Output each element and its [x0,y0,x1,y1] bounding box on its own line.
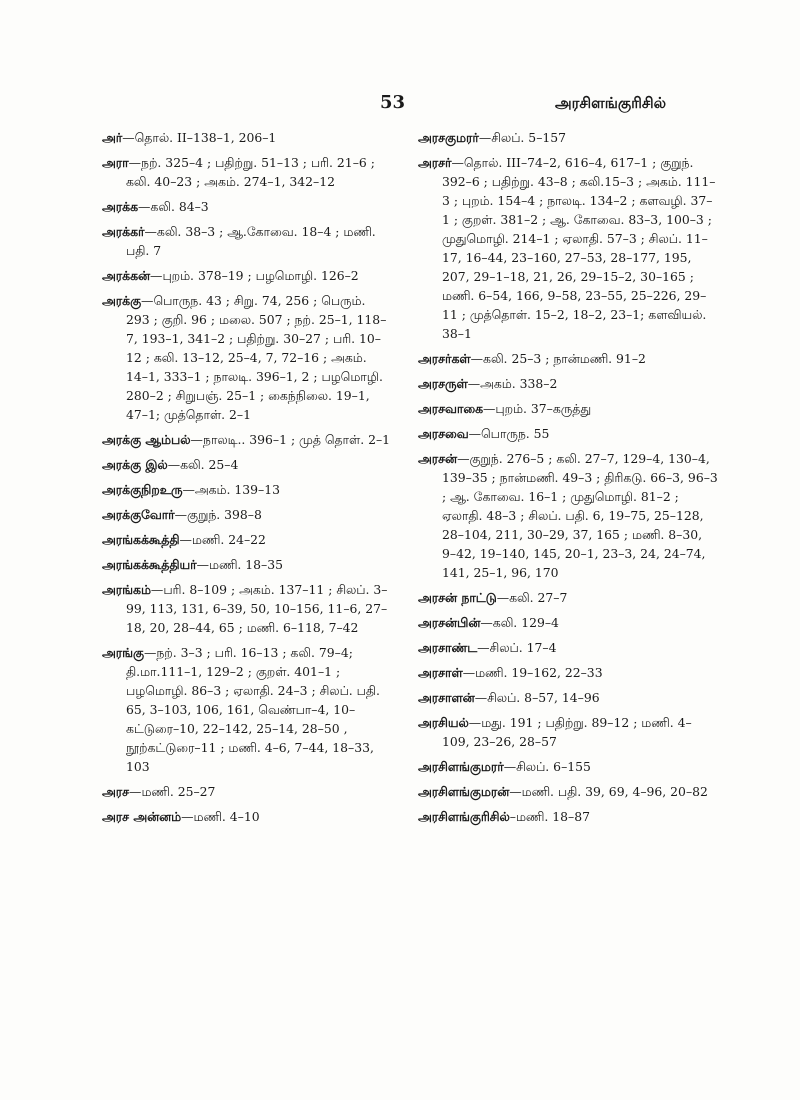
entry-references: —கலி. 27–7 [496,590,568,605]
entry-references: —நாலடி.. 396–1 ; முத் தொள். 2–1 [190,432,391,447]
right-column [418,128,718,832]
index-entry [102,266,392,285]
entry-headword: அரசிளங்குமரர் [418,759,504,774]
index-entry [418,449,718,582]
entry-references: —புறம். 37–கருத்து [483,401,592,416]
index-entry [418,713,718,751]
index-entry [418,349,718,368]
index-entry [102,455,392,474]
entry-references: —மது. 191 ; பதிற்று. 89–12 ; மணி. 4–109, 23–26, 28–57 [442,715,692,749]
entry-references: —மணி. 19–162, 22–33 [462,665,603,680]
entry-headword: அரசாள் [418,665,463,680]
entry-references: —நற். 325–4 ; பதிற்று. 51–13 ; பரி. 21–6 ; கலி. 40–23 ; அகம். 274–1, 342–12 [126,155,375,189]
index-entry [418,128,718,147]
entry-headword: அரச [102,784,130,799]
entry-headword: அரங்கம் [102,582,151,597]
entry-references: —மணி. 24–22 [179,532,266,547]
entry-references: —பொருந. 55 [468,426,550,441]
entry-headword: அரசன் நாட்டு [418,590,497,605]
entry-headword: அரக்கு ஆம்பல் [102,432,191,447]
entry-headword: அரக்கு இல் [102,457,168,472]
index-entry [418,638,718,657]
entry-references: —சிலப். 6–155 [503,759,591,774]
entry-references: —மணி. 18–35 [196,557,284,572]
index-entry [102,197,392,216]
entry-references: —புறம். 378–19 ; பழமொழி. 126–2 [150,268,359,283]
page-header [0,92,800,116]
entry-headword: அரசர் [418,155,452,170]
index-entry [102,430,392,449]
index-entry [418,688,718,707]
running-head: அரசிளங்குரிசில் [555,94,667,112]
index-entry [102,291,392,424]
index-entry [418,663,718,682]
index-entry [418,374,718,393]
index-entry [102,580,392,637]
entry-headword: அரச அன்னம் [102,809,182,824]
entry-references: —கலி. 129–4 [480,615,559,630]
entry-references: —சிலப். 8–57, 14–96 [474,690,600,705]
entry-references: —அகம். 338–2 [467,376,558,391]
entry-headword: அரா [102,155,129,170]
entry-headword: அரக்க [102,199,139,214]
entry-headword: அரசன்பின் [418,615,481,630]
entry-references: —குறுந். 398–8 [174,507,262,522]
entry-headword: அரக்கன் [102,268,151,283]
entry-headword: அரக்கு [102,293,142,308]
index-entry [418,757,718,776]
index-entry [418,807,718,826]
page-number: 53 [380,92,406,113]
entry-headword: அரசிளங்குரிசில் [418,809,510,824]
index-entry [102,782,392,801]
entry-headword: அரங்கு [102,645,144,660]
entry-headword: அரசாண்ட [418,640,478,655]
entry-references: —கலி. 38–3 ; ஆ.கோவை. 18–4 ; மணி. பதி. 7 [126,224,376,258]
entry-headword: அரசன் [418,451,458,466]
index-entry [418,588,718,607]
entry-references: —மணி. 25–27 [129,784,216,799]
index-entry [102,807,392,826]
entry-references: —நற். 3–3 ; பரி. 16–13 ; கலி. 79–4; தி.மா.111–1, 129–2 ; குறள். 401–1 ; பழமொழி. 86–3 ; ஏலாதி. 24–3 ; சிலப். பதி. 65, 3–103, 106, 161, வெண்பா–4, 10–கட்டுரை–10, 22–142, 25–14, 28–50 , நூற்கட்டுரை–11 ; மணி. 4–6, 7–44, 18–33, 103 [126,645,380,774]
entry-headword: அரசியல் [418,715,469,730]
entry-headword: அரக்குநிறஉரு [102,482,183,497]
entry-references: —மணி. பதி. 39, 69, 4–96, 20–82 [509,784,708,799]
entry-headword: அரசகுமரர் [418,130,479,145]
index-entry [418,424,718,443]
index-entry [102,128,392,147]
index-entry [102,505,392,524]
entry-references: —தொல். II–138–1, 206–1 [122,130,277,145]
entry-headword: அரக்குவோர் [102,507,175,522]
index-entry [102,643,392,776]
index-entry [102,153,392,191]
entry-headword: அரங்கக்கூத்தி [102,532,180,547]
index-entry [418,782,718,801]
entry-headword: அரசவை [418,426,469,441]
entry-headword: அரசாளன் [418,690,475,705]
left-column [102,128,392,832]
entry-references: —பரி. 8–109 ; அகம். 137–11 ; சிலப். 3–99, 113, 131, 6–39, 50, 10–156, 11–6, 27–18, 20, 28–44, 65 ; மணி. 6–118, 7–42 [126,582,388,635]
entry-references: —மணி. 4–10 [181,809,260,824]
entry-references: —தொல். III–74–2, 616–4, 617–1 ; குறுந். 392–6 ; பதிற்று. 43–8 ; கலி.15–3 ; அகம். 111–3 ; புறம். 154–4 ; நாலடி. 134–2 ; களவழி. 37–1 ; குறள். 381–2 ; ஆ. கோவை. 83–3, 100–3 ; முதுமொழி. 214–1 ; ஏலாதி. 57–3 ; சிலப். 11–17, 16–44, 23–160, 27–53, 28–177, 195, 207, 29–1–18, 21, 26, 29–15–2, 30–165 ; மணி. 6–54, 166, 9–58, 23–55, 25–226, 29–11 ; முத்தொள். 15–2, 18–2, 23–1; களவியல். 38–1 [442,155,716,341]
index-entry [102,222,392,260]
entry-headword: அரசருள் [418,376,468,391]
entry-references: –மணி. 18–87 [509,809,590,824]
entry-references: —சிலப். 17–4 [477,640,557,655]
entry-references: —சிலப். 5–157 [478,130,567,145]
entry-headword: அரசவாகை [418,401,484,416]
entry-headword: அரசிளங்குமரன் [418,784,510,799]
entry-headword: அரசர்கள் [418,351,471,366]
entry-headword: அரங்கக்கூத்தியர் [102,557,197,572]
entry-references: —பொருந. 43 ; சிறு. 74, 256 ; பெரும். 293 ; குறி. 96 ; மலை. 507 ; நற். 25–1, 118–7, 193–1, 341–2 ; பதிற்று. 30–27 ; பரி. 10–12 ; கலி. 13–12, 25–4, 7, 72–16 ; அகம். 14–1, 333–1 ; நாலடி. 396–1, 2 ; பழமொழி. 280–2 ; சிறுபஞ். 25–1 ; கைந்நிலை. 19–1, 47–1; முத்தொள். 2–1 [126,293,387,422]
entry-headword: அர் [102,130,123,145]
entry-references: —கலி. 25–4 [167,457,239,472]
index-entry [102,530,392,549]
index-entry [418,399,718,418]
index-entry [102,555,392,574]
entry-references: —கலி. 25–3 ; நான்மணி. 91–2 [470,351,646,366]
index-entry [418,153,718,343]
entry-references: —குறுந். 276–5 ; கலி. 27–7, 129–4, 130–4, 139–35 ; நான்மணி. 49–3 ; திரிகடு. 66–3, 96–3 ; ஆ. கோவை. 16–1 ; முதுமொழி. 81–2 ; ஏலாதி. 48–3 ; சிலப். பதி. 6, 19–75, 25–128, 28–104, 211, 30–29, 37, 165 ; மணி. 8–30, 9–42, 19–140, 145, 20–1, 23–3, 24, 24–74, 141, 25–1, 96, 170 [442,451,718,580]
index-entry [102,480,392,499]
index-entry [418,613,718,632]
entry-headword: அரக்கர் [102,224,145,239]
entry-references: —அகம். 139–13 [182,482,281,497]
entry-references: —கலி. 84–3 [138,199,209,214]
